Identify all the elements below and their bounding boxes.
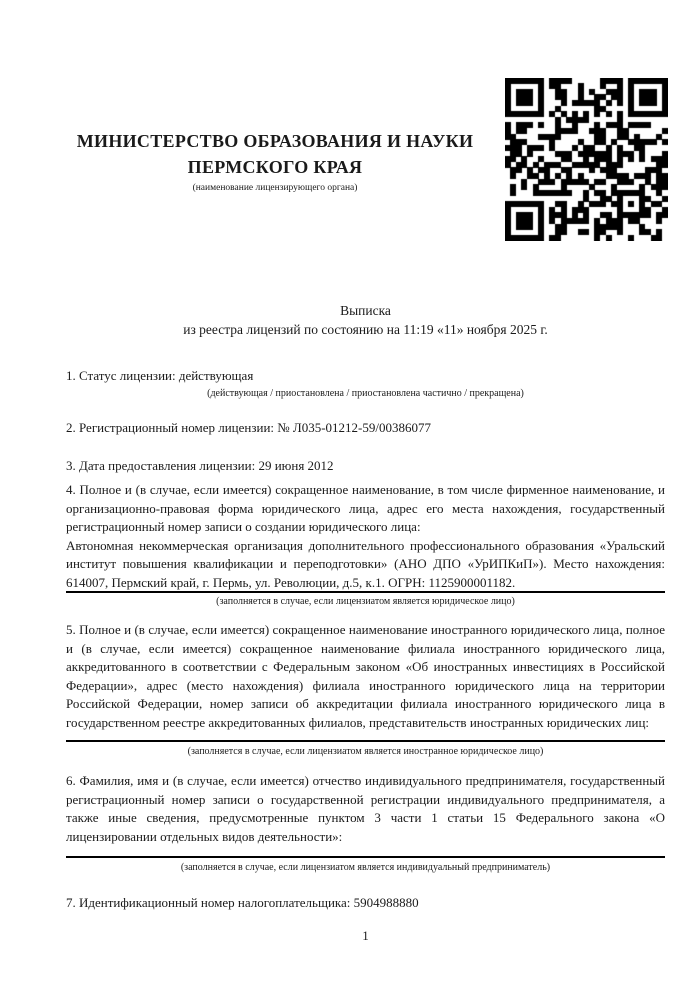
qr-code [505,78,668,241]
document-title-line1: Выписка [340,303,391,318]
ministry-name-line2: ПЕРМСКОГО КРАЯ [187,157,363,177]
ministry-header [66,128,484,193]
ministry-name-line1: МИНИСТЕРСТВО ОБРАЗОВАНИЯ И НАУКИ [76,131,474,151]
foreign-entity-note: (заполняется в случае, если лицензиатом является иностранное юридическое лицо) [187,746,544,757]
license-status-line: 1. Статус лицензии: действующая [66,368,254,383]
page-number: 1 [362,928,369,943]
license-status-options-note: (действующая / приостановлена / приостановлена частично / прекращена) [207,388,524,399]
legal-entity-note: (заполняется в случае, если лицензиатом является юридическое лицо) [216,596,515,607]
field-underline [66,591,665,593]
document-title [66,302,665,339]
foreign-entity-label: 5. Полное и (в случае, если имеется) сокращенное наименование иностранного юридического лица, полное и (в случае, если имеется) сокращенное наименование филиала иностранного юридического лица, аккредитованного в соответствии с Федеральным законом «Об иностранных инвестициях в Российской Федерации», адрес (место нахождения) филиала иностранного юридического лица на территории Российской Федерации, номер записи об аккредитации филиала иностранного юридического лица в государственном реестре аккредитованных филиалов, представительств иностранных юридических лиц: [66,622,665,730]
legal-entity-section [66,481,665,592]
legal-entity-value: Автономная некоммерческая организация дополнительного профессионального образования «Уральский институт повышения квалификации и переподготовки» (АНО ДПО «УрИПКиП»). Место нахождения: 614007, Пермский край, г. Пермь, ул. Революции, д.5, к.1. ОГРН: 1125900001182. [66,537,665,590]
field-underline [66,856,665,858]
legal-entity-label: 4. Полное и (в случае, если имеется) сокращенное наименование, в том числе фирменное наименование, и организационно-правовая форма юридического лица, адрес его места нахождения, государственный регистрационный номер записи о создании юридического лица: [66,482,665,534]
licensing-authority-caption: (наименование лицензирующего органа) [192,183,358,193]
individual-entrepreneur-label: 6. Фамилия, имя и (в случае, если имеется) отчество индивидуального предпринимателя, государственный регистрационный номер записи о государственной регистрации индивидуального предпринимателя, а также иные сведения, предусмотренные пунктом 3 части 1 статьи 15 Федерального закона «О лицензировании отдельных видов деятельности»: [66,773,665,844]
document-title-line2: из реестра лицензий по состоянию на 11:19 «11» ноября 2025 г. [183,321,548,337]
taxpayer-id-line: 7. Идентификационный номер налогоплательщика: 5904988880 [66,895,419,910]
field-underline [66,740,665,742]
individual-entrepreneur-note: (заполняется в случае, если лицензиатом является индивидуальный предприниматель) [180,862,551,873]
license-registration-number-line: 2. Регистрационный номер лицензии: № Л035-01212-59/00386077 [66,420,432,435]
license-grant-date-line: 3. Дата предоставления лицензии: 29 июня 2012 [66,458,334,473]
